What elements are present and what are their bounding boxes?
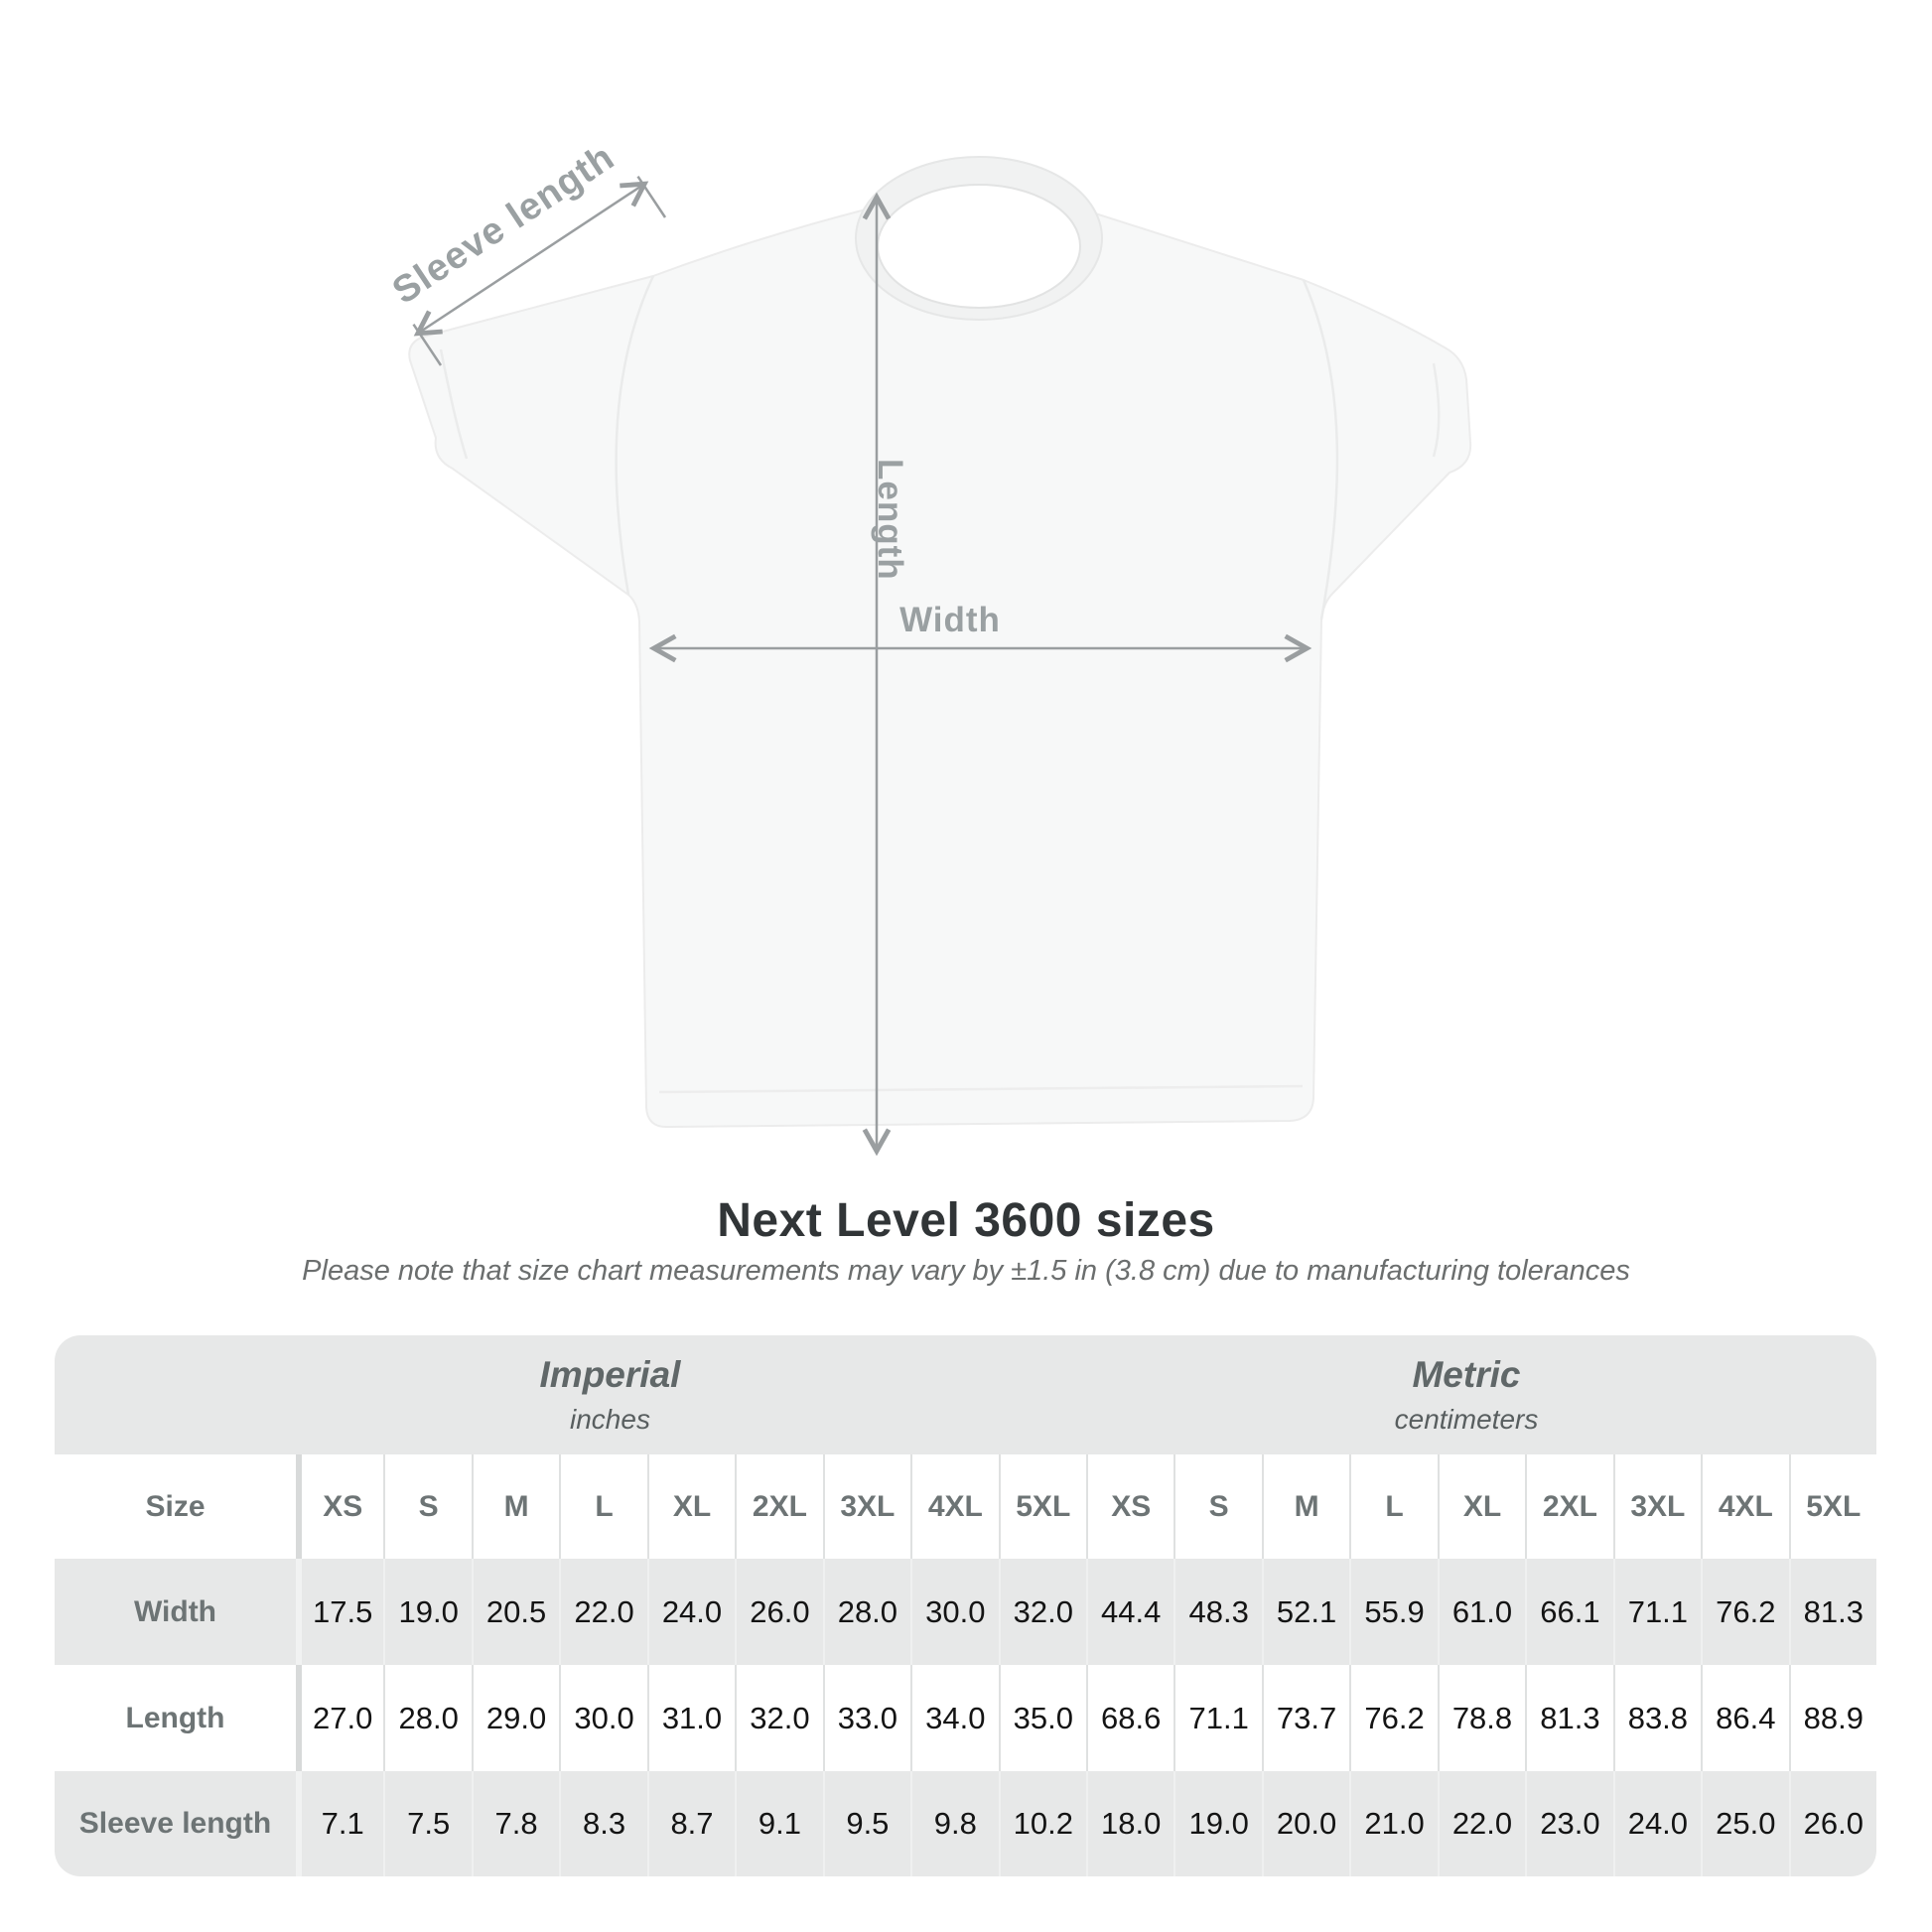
table-cell: 22.0 <box>559 1559 646 1665</box>
table-cell: 31.0 <box>647 1665 735 1771</box>
size-table <box>55 1335 1876 1876</box>
column-header-imperial-s: S <box>383 1454 471 1559</box>
table-cell: 73.7 <box>1262 1665 1349 1771</box>
table-cell: 21.0 <box>1349 1771 1437 1876</box>
size-column-header: Size <box>55 1454 296 1559</box>
table-cell: 23.0 <box>1525 1771 1612 1876</box>
table-cell: 52.1 <box>1262 1559 1349 1665</box>
table-cell: 20.5 <box>472 1559 559 1665</box>
table-cell: 10.2 <box>999 1771 1086 1876</box>
sleeve-length-label: Sleeve length <box>385 136 622 313</box>
column-header-metric-3xl: 3XL <box>1613 1454 1701 1559</box>
table-cell: 9.8 <box>910 1771 998 1876</box>
table-cell: 19.0 <box>383 1559 471 1665</box>
table-cell: 19.0 <box>1173 1771 1261 1876</box>
imperial-title: Imperial <box>539 1354 681 1395</box>
column-header-metric-m: M <box>1262 1454 1349 1559</box>
column-header-metric-s: S <box>1173 1454 1261 1559</box>
metric-title: Metric <box>1412 1354 1521 1395</box>
row-label: Length <box>55 1665 296 1771</box>
width-label: Width <box>899 601 1001 639</box>
table-cell: 55.9 <box>1349 1559 1437 1665</box>
table-cell: 71.1 <box>1613 1559 1701 1665</box>
imperial-unit: inches <box>570 1404 650 1435</box>
table-cell: 24.0 <box>647 1559 735 1665</box>
table-cell: 22.0 <box>1438 1771 1525 1876</box>
table-cell: 9.5 <box>823 1771 910 1876</box>
table-cell: 26.0 <box>1789 1771 1876 1876</box>
table-cell: 7.1 <box>296 1771 383 1876</box>
page-title: Next Level 3600 sizes <box>717 1194 1215 1247</box>
column-header-imperial-4xl: 4XL <box>910 1454 998 1559</box>
table-cell: 28.0 <box>383 1665 471 1771</box>
column-header-metric-xl: XL <box>1438 1454 1525 1559</box>
table-cell: 61.0 <box>1438 1559 1525 1665</box>
collar-opening <box>878 185 1080 308</box>
tshirt-body <box>409 199 1470 1127</box>
table-cell: 28.0 <box>823 1559 910 1665</box>
table-cell: 48.3 <box>1173 1559 1261 1665</box>
table-cell: 33.0 <box>823 1665 910 1771</box>
table-cell: 76.2 <box>1701 1559 1788 1665</box>
column-header-metric-5xl: 5XL <box>1789 1454 1876 1559</box>
table-cell: 9.1 <box>735 1771 822 1876</box>
table-cell: 24.0 <box>1613 1771 1701 1876</box>
imperial-section-header <box>55 1335 1086 1454</box>
table-cell: 7.5 <box>383 1771 471 1876</box>
table-cell: 27.0 <box>296 1665 383 1771</box>
metric-section-header <box>1086 1335 1876 1454</box>
sleeve-arrow-tick-top <box>638 177 666 217</box>
table-cell: 25.0 <box>1701 1771 1788 1876</box>
table-cell: 30.0 <box>910 1559 998 1665</box>
table-cell: 8.7 <box>647 1771 735 1876</box>
column-header-metric-l: L <box>1349 1454 1437 1559</box>
table-cell: 44.4 <box>1086 1559 1173 1665</box>
table-cell: 17.5 <box>296 1559 383 1665</box>
table-cell: 35.0 <box>999 1665 1086 1771</box>
table-cell: 20.0 <box>1262 1771 1349 1876</box>
tolerance-note: Please note that size chart measurements may vary by ±1.5 in (3.8 cm) due to manufacturing tolerances <box>302 1255 1630 1287</box>
tshirt-graphic <box>409 157 1470 1127</box>
table-cell: 71.1 <box>1173 1665 1261 1771</box>
table-cell: 29.0 <box>472 1665 559 1771</box>
table-cell: 86.4 <box>1701 1665 1788 1771</box>
column-header-imperial-5xl: 5XL <box>999 1454 1086 1559</box>
table-cell: 26.0 <box>735 1559 822 1665</box>
row-label: Width <box>133 1594 217 1628</box>
column-header-imperial-3xl: 3XL <box>823 1454 910 1559</box>
column-header-metric-4xl: 4XL <box>1701 1454 1788 1559</box>
table-cell: 88.9 <box>1789 1665 1876 1771</box>
column-header-imperial-xs: XS <box>296 1454 383 1559</box>
table-cell: 83.8 <box>1613 1665 1701 1771</box>
table-cell: 7.8 <box>472 1771 559 1876</box>
column-header-metric-2xl: 2XL <box>1525 1454 1612 1559</box>
row-label: Sleeve length <box>78 1807 272 1840</box>
metric-unit: centimeters <box>1394 1404 1539 1435</box>
table-cell: 8.3 <box>559 1771 646 1876</box>
table-cell: 68.6 <box>1086 1665 1173 1771</box>
table-cell: 78.8 <box>1438 1665 1525 1771</box>
table-cell: 18.0 <box>1086 1771 1173 1876</box>
table-cell: 34.0 <box>910 1665 998 1771</box>
table-cell: 66.1 <box>1525 1559 1612 1665</box>
column-header-imperial-l: L <box>559 1454 646 1559</box>
table-cell: 81.3 <box>1789 1559 1876 1665</box>
table-cell: 32.0 <box>999 1559 1086 1665</box>
column-header-imperial-2xl: 2XL <box>735 1454 822 1559</box>
table-cell: 81.3 <box>1525 1665 1612 1771</box>
table-cell: 32.0 <box>735 1665 822 1771</box>
table-cell: 76.2 <box>1349 1665 1437 1771</box>
column-header-imperial-m: M <box>472 1454 559 1559</box>
length-label: Length <box>871 459 909 581</box>
column-header-metric-xs: XS <box>1086 1454 1173 1559</box>
table-cell: 30.0 <box>559 1665 646 1771</box>
column-header-imperial-xl: XL <box>647 1454 735 1559</box>
